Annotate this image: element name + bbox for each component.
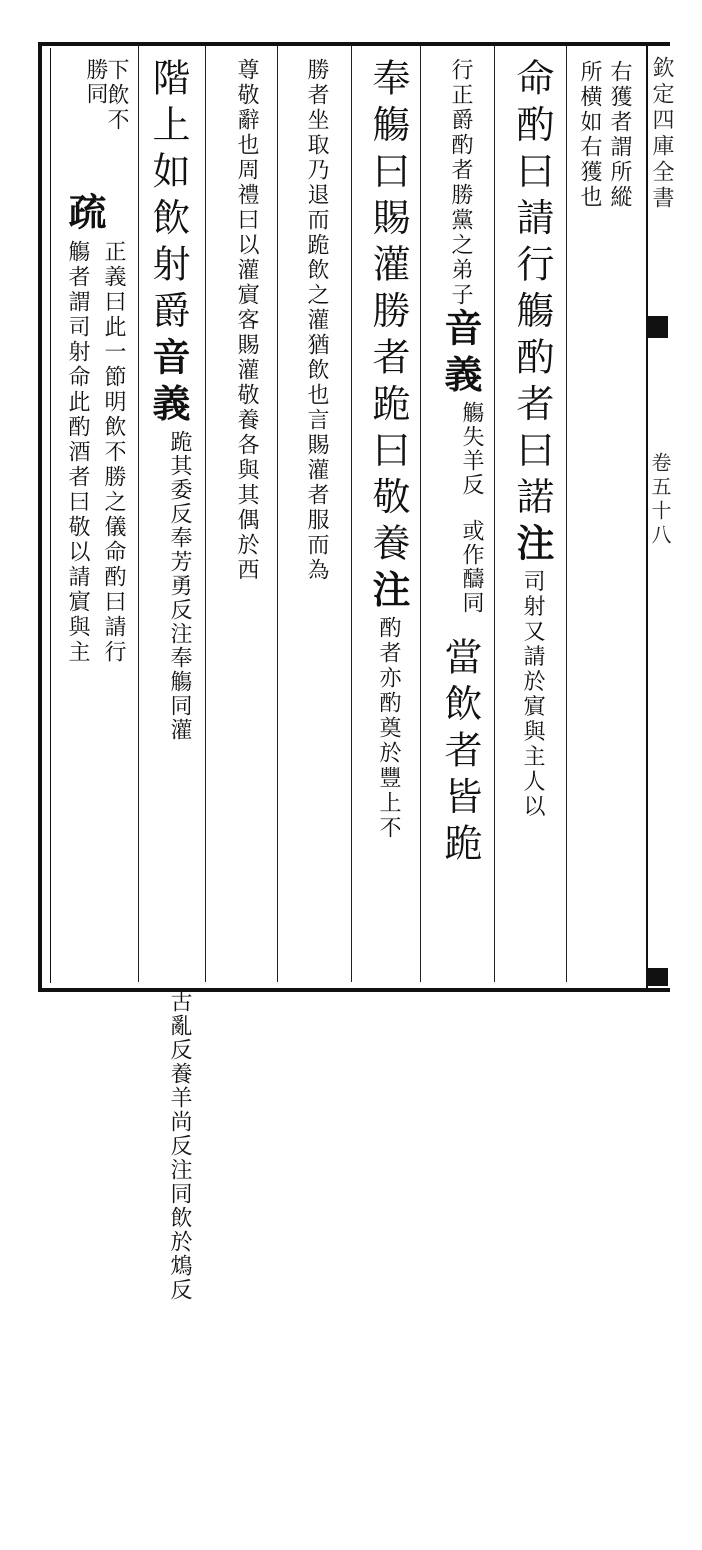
text-column xyxy=(436,58,484,870)
column-rule xyxy=(351,46,352,982)
main-text: 階上如飲射爵 xyxy=(146,58,190,337)
note-line: 正義曰此一節明飲不勝之儀命酌曰請行 xyxy=(101,240,126,665)
text-column xyxy=(144,58,192,1550)
main-text: 當飲者皆跪 xyxy=(438,637,482,870)
text-column xyxy=(508,58,556,820)
text-column xyxy=(292,58,340,583)
main-text: 命酌曰請行觴酌者曰諾 xyxy=(510,58,554,523)
text-column xyxy=(364,58,412,841)
column-rule xyxy=(277,46,278,982)
annotation-mark: 疏 xyxy=(62,192,107,239)
annotation-text: 下飲不 xyxy=(104,58,129,133)
annotation-text: 勝者坐取乃退而跪飲之灌猶飲也言賜灌者服而為 xyxy=(304,58,329,583)
double-note-left: 古亂反養羊尚反注同飲於鴆反 xyxy=(167,990,192,1302)
annotation-mark: 注 xyxy=(510,523,555,570)
annotation-text: 尊敬辭也周禮曰以灌賔客賜灌敬養各與其偶於西 xyxy=(234,58,259,583)
main-text: 行正爵酌者勝黨之弟子 xyxy=(448,58,473,308)
note-line: 所横如右獲也 xyxy=(577,60,602,210)
double-note-right: 觴失羊反 xyxy=(459,401,484,497)
text-column xyxy=(222,58,270,583)
double-note-right: 跪其委反奉芳勇反注奉觴同灌 xyxy=(167,430,192,742)
volume-label: 卷五十八 xyxy=(648,452,672,548)
main-text: 奉觴曰賜灌勝者跪曰敬養 xyxy=(366,58,410,570)
annotation-text: 酌者亦酌奠於豐上不 xyxy=(376,616,401,841)
note-line: 右獲者謂所縱 xyxy=(607,60,632,210)
double-note-left: 或作醻同 xyxy=(459,519,484,615)
note-line: 觴者謂司射命此酌酒者曰敬以請賔與主 xyxy=(65,240,90,665)
column-rule xyxy=(494,46,495,982)
column-rule xyxy=(420,46,421,982)
fish-tail-mark xyxy=(646,316,668,338)
column-rule xyxy=(205,46,206,982)
annotation-text: 司射又請於賔與主人以 xyxy=(520,569,545,820)
book-title: 欽定四庫全書 xyxy=(649,56,674,212)
annotation-mark: 注 xyxy=(366,569,411,616)
fish-tail-mark-bottom xyxy=(646,968,668,986)
annotation-mark: 音義 xyxy=(438,308,483,401)
column-rule xyxy=(138,46,139,982)
annotation-mark: 音義 xyxy=(146,337,191,430)
text-column xyxy=(92,58,140,133)
double-note-left: 勝同 xyxy=(83,58,108,106)
text-column xyxy=(60,192,108,239)
column-rule xyxy=(566,46,567,982)
inner-border-line xyxy=(50,48,51,983)
